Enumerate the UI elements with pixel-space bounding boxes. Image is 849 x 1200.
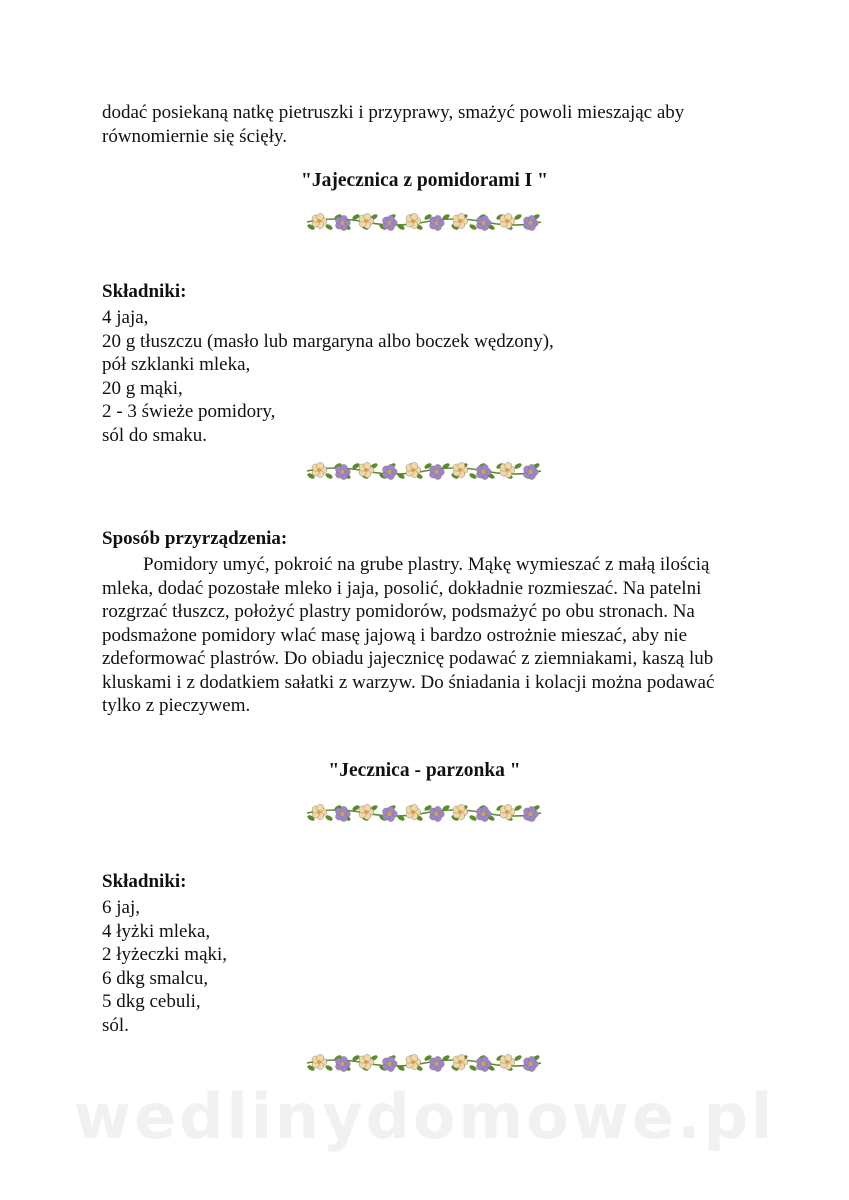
garland-flower (500, 213, 515, 228)
garland-leaf (468, 814, 477, 822)
garland-flower (359, 804, 374, 819)
garland-leaf (324, 1064, 333, 1072)
garland-flower (430, 215, 445, 230)
ingredient-item: 6 jaj, (102, 897, 140, 918)
garland-leaf (468, 472, 477, 480)
garland-leaf (324, 223, 333, 231)
ingredient-item: 20 g mąki, (102, 377, 183, 399)
garland-flower (359, 462, 374, 477)
recipe-title: "Jajecznica z pomidorami I " (301, 170, 548, 191)
intro-paragraph (102, 101, 762, 148)
method-line: kluskami i z dodatkiem sałatki z warzyw. Do śniadania i kolacji można podawać (102, 671, 715, 693)
garland-flower (359, 213, 374, 228)
method-line: rozgrzać tłuszcz, położyć plastry pomidorów, podsmażyć po obu stronach. Na (102, 601, 695, 622)
garland-leaf (513, 804, 522, 812)
ingredient-item: 2 - 3 świeże pomidory, (102, 401, 276, 422)
garland-leaf (513, 1054, 522, 1062)
ingredient-item: pół szklanki mleka, (102, 354, 251, 375)
ingredient-item: sól do smaku. (102, 424, 208, 446)
ingredients-list (102, 306, 762, 447)
garland-leaf (468, 1064, 477, 1072)
ingredient-item: 6 dkg smalcu, (102, 967, 209, 989)
ingredient-item: 4 łyżki mleka, (102, 920, 211, 942)
ingredients-list (102, 896, 762, 1037)
ingredient-item: 2 łyżeczki mąki, (102, 944, 228, 965)
garland-leaf (324, 814, 333, 822)
garland-flower (359, 1054, 374, 1069)
garland-flower (312, 1054, 327, 1069)
flower-garland-divider (305, 800, 543, 826)
method-heading: Sposób przyrządzenia: (102, 528, 288, 549)
garland-leaf (513, 213, 522, 221)
flower-garland-divider (305, 1050, 543, 1076)
watermark-text: wedlinydomowe.pl (73, 1080, 776, 1153)
garland-flower (383, 1056, 398, 1071)
garland-flower (383, 464, 398, 479)
garland-flower (312, 213, 327, 228)
garland-flower (312, 804, 327, 819)
flower-garland-divider (305, 458, 543, 484)
ingredients-heading: Składniki: (102, 871, 187, 892)
ingredient-item: 5 dkg cebuli, (102, 991, 201, 1012)
method-paragraph (102, 553, 762, 718)
garland-flower (430, 806, 445, 821)
method-line: zdeformować plastrów. Do obiadu jajecznicę podawać z ziemniakami, kaszą lub (102, 648, 714, 669)
ingredient-item: 20 g tłuszczu (masło lub margaryna albo boczek wędzony), (102, 330, 554, 352)
intro-line: dodać posiekaną natkę pietruszki i przyprawy, smażyć powoli mieszając aby (102, 102, 685, 123)
garland-flower (500, 804, 515, 819)
garland-flower (500, 462, 515, 477)
garland-flower (500, 1054, 515, 1069)
method-line: mleka, dodać pozostałe mleko i jaja, posolić, dokładnie rozmieszać. Na patelni (102, 577, 702, 599)
garland-leaf (513, 462, 522, 470)
method-line: Pomidory umyć, pokroić na grube plastry. Mąkę wymieszać z małą ilością (143, 554, 710, 575)
ingredient-item: 4 jaja, (102, 307, 149, 328)
intro-line: równomiernie się ścięły. (102, 125, 288, 147)
garland-flower (312, 462, 327, 477)
garland-flower (383, 215, 398, 230)
recipe-title: "Jecznica - parzonka " (328, 760, 521, 781)
garland-leaf (468, 223, 477, 231)
garland-flower (383, 806, 398, 821)
garland-leaf (324, 472, 333, 480)
flower-garland-divider (305, 209, 543, 235)
method-line: podsmażone pomidory wlać masę jajową i bardzo ostrożnie mieszać, aby nie (102, 624, 688, 646)
garland-flower (430, 1056, 445, 1071)
ingredient-item: sól. (102, 1014, 129, 1036)
method-line: tylko z pieczywem. (102, 695, 251, 716)
garland-flower (430, 464, 445, 479)
ingredients-heading: Składniki: (102, 281, 187, 302)
